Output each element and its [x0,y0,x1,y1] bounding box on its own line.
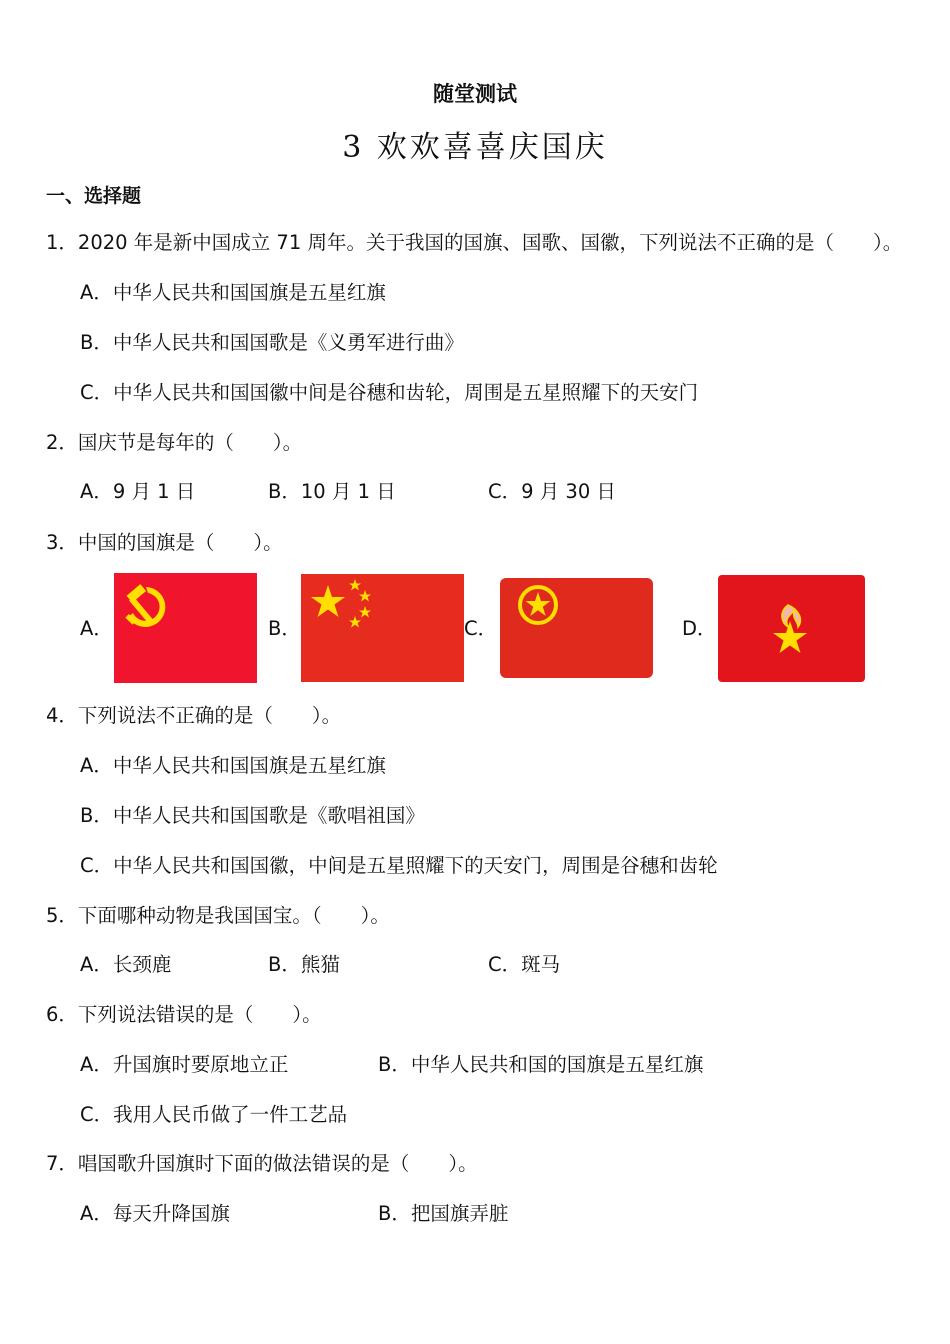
question-1: 1．2020 年是新中国成立 71 周年。关于我国的国旗、国歌、国徽，下列说法不正确的是（ ）。 [46,231,903,254]
question-3-option-c[interactable]: C． [464,617,498,640]
page-subtitle: 随堂测试 [433,82,517,106]
question-4-option-a[interactable]: A．中华人民共和国国旗是五星红旗 [80,754,386,777]
question-4-option-b[interactable]: B．中华人民共和国国歌是《歌唱祖国》 [80,804,425,827]
question-4-option-c[interactable]: C．中华人民共和国国徽，中间是五星照耀下的天安门，周围是谷穗和齿轮 [80,854,718,877]
question-3: 3．中国的国旗是（ ）。 [46,531,283,554]
question-6-option-b[interactable]: B．中华人民共和国的国旗是五星红旗 [378,1053,704,1076]
question-3-option-d[interactable]: D． [682,617,717,640]
page-title: 3 欢欢喜喜庆国庆 [342,130,608,165]
question-2: 2．国庆节是每年的（ ）。 [46,431,303,454]
question-7-option-a[interactable]: A．每天升降国旗 [80,1202,230,1225]
question-2-option-a[interactable]: A．9 月 1 日 [80,480,196,503]
question-5-option-a[interactable]: A．长颈鹿 [80,953,172,976]
question-5-option-c[interactable]: C．斑马 [488,953,561,976]
youth-league-flag-icon[interactable] [500,578,653,678]
national-flag-icon[interactable] [301,574,464,682]
question-6: 6．下列说法错误的是（ ）。 [46,1003,322,1026]
question-1-option-b[interactable]: B．中华人民共和国国歌是《义勇军进行曲》 [80,331,464,354]
question-3-option-a[interactable]: A． [80,617,113,640]
party-flag-icon[interactable] [114,573,257,683]
question-1-option-a[interactable]: A．中华人民共和国国旗是五星红旗 [80,281,386,304]
question-2-option-c[interactable]: C．9 月 30 日 [488,480,616,503]
question-5-option-b[interactable]: B．熊猫 [268,953,340,976]
question-3-option-b[interactable]: B． [268,617,301,640]
question-1-option-c[interactable]: C．中华人民共和国国徽中间是谷穗和齿轮，周围是五星照耀下的天安门 [80,381,699,404]
question-7: 7．唱国歌升国旗时下面的做法错误的是（ ）。 [46,1152,478,1175]
question-4: 4．下列说法不正确的是（ ）。 [46,704,342,727]
question-6-option-c[interactable]: C．我用人民币做了一件工艺品 [80,1103,348,1126]
question-2-option-b[interactable]: B．10 月 1 日 [268,480,396,503]
section-title: 一、选择题 [46,185,142,207]
question-5: 5．下面哪种动物是我国国宝。（ ）。 [46,904,390,927]
young-pioneers-flag-icon[interactable] [718,575,865,682]
question-6-option-a[interactable]: A．升国旗时要原地立正 [80,1053,289,1076]
question-7-option-b[interactable]: B．把国旗弄脏 [378,1202,509,1225]
